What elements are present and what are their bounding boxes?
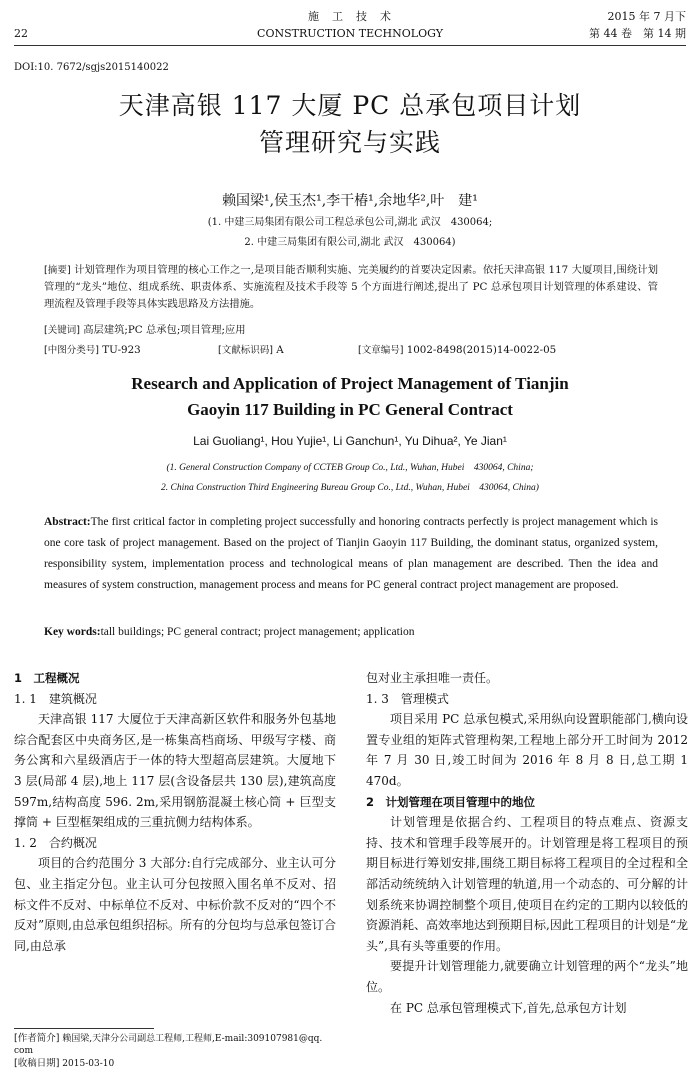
keywords-cn-label: [关键词] [44,325,80,336]
authors-cn: 赖国梁¹,侯玉杰¹,李干椿¹,余地华²,叶 建¹ [222,193,478,209]
journal-name-en: CONSTRUCTION TECHNOLOGY [257,27,443,40]
received-date-text: 2015-03-10 [62,1059,115,1069]
paragraph-1-1: 天津高银 117 大厦位于天津高新区软件和服务外包基地综合配套区中央商务区,是一栋集高档商场、甲级写字楼、商务公寓和六星级酒店于一体的特大型超高层建筑。大厦地下 3 层(局部 4 层),地上 117 层(含设备层共 130 层),建筑高度 597m,结构高度 596. 2m,采用钢筋混凝土核心筒 + 巨型支撑筒 + 巨型框架组成的三重抗侧力结构体系。 [14,712,336,830]
journal-name-cn: 施 工 技 术 [308,10,392,23]
title-en-line2: Gaoyin 117 Building in PC General Contract [187,400,513,419]
section-heading-2: 2 计划管理在项目管理中的地位 [366,794,535,809]
abstract-en: Abstract:The first critical factor in completing project successfully and honoring contracts perfectly is project management which is one core task of project management. Based on the project of Tianjin Gaoyin 117 Building, the dominant status, organized system, responsibility system, implementation process and technological means of plan management are described. Then the idea and measures of system construction, management process and means for PC general contract project management are proposed. [44,516,658,591]
left-column [14,668,336,956]
author-bio-text: 赖国梁,天津分公司副总工程师,工程师,E-mail:309107981@qq. com [14,1034,323,1056]
paragraph-1-2-continued: 包对业主承担唯一责任。 [366,671,499,685]
author-bio-label: [作者简介] [14,1033,60,1044]
keywords-en-label: Key words [44,626,97,638]
section-heading-1-2: 1. 2 合约概况 [14,835,97,850]
section-heading-1-1: 1. 1 建筑概况 [14,691,97,706]
section-heading-1-3: 1. 3 管理模式 [366,691,449,706]
keywords-en-text: tall buildings; PC general contract; project management; application [100,626,415,638]
received-date [14,1058,336,1070]
header-rule [14,45,686,46]
paragraph-2a: 计划管理是依据合约、工程项目的特点难点、资源支持、技术和管理手段等展开的。计划管理是将工程项目的预期目标进行筹划安排,围绕工期目标将工程项目的全过程和全部活动统统纳入计划管理的轨道,用一个动态的、可分解的计划系统来协调控制整个项目,使项目在约定的工期内以较低的资源消耗、高效率地达到预期目标,因此工程项目的计划是“龙头”,具有头等重要的作用。 [366,815,688,953]
affiliation-cn-2: 2. 中建三局集团有限公司,湖北 武汉 430064) [244,237,456,248]
clc-label: [中图分类号] [44,345,99,356]
section-heading-1: 1 工程概况 [14,671,80,685]
doi: DOI:10. 7672/sgjs2015140022 [14,62,169,73]
affiliation-en-1: (1. General Construction Company of CCTEB Group Co., Ltd., Wuhan, Hubei 430064, China; [166,463,534,473]
author-bio [14,1033,336,1057]
doc-code-label: [文献标识码] [218,345,273,356]
keywords-cn-text: 高层建筑;PC 总承包;项目管理;应用 [83,324,246,336]
title-en-line1: Research and Application of Project Management of Tianjin [131,374,569,393]
paragraph-1-2: 项目的合约范围分 3 大部分:自行完成部分、业主认可分包、业主指定分包。业主认可分包按照入围名单不反对、招标文件不反对、中标单位不反对、中标价款不反对的“四个不反对”原则,由总承包组织招标。所有的分包均与总承包签订合同,由总承 [14,856,336,953]
article-no-value: 1002-8498(2015)14-0022-05 [406,344,557,356]
keywords-en: Key words:tall buildings; PC general contract; project management; application [44,626,415,638]
right-column [366,668,688,1018]
affiliation-cn-1: (1. 中建三局集团有限公司工程总承包公司,湖北 武汉 430064; [207,217,493,228]
authors-en: Lai Guoliang¹, Hou Yujie¹, Li Ganchun¹, Yu Dihua², Ye Jian¹ [193,434,507,448]
document-code [218,342,284,359]
doc-code-value: A [276,344,284,356]
abstract-en-text: The first critical factor in completing project successfully and honoring contracts perfectly is project management which is one core task of project management. Based on the project of Tianjin Gaoyin 117 Building, the dominant status, organized system, responsibility system, implementation process and technological means of plan management are described. Then the idea and measures of system construction, management process and means for PC general contract project management are proposed. [44,516,658,591]
footnote-rule [14,1028,154,1029]
keywords-cn [44,322,658,339]
abstract-cn [44,262,658,313]
article-number [358,342,556,359]
abstract-en-label: Abstract [44,516,87,528]
paragraph-1-3: 项目采用 PC 总承包模式,采用纵向设置职能部门,横向设置专业组的矩阵式管理构架,工程地上部分开工时间为 2012 年 7 月 30 日,竣工时间为 2016 年 8 月 8 日,总工期 1 470d。 [366,712,688,788]
volume-issue: 第 44 卷 第 14 期 [589,27,686,40]
clc-number [44,342,141,359]
title-cn-line2: 管理研究与实践 [258,128,441,157]
page-number: 22 [14,27,28,40]
clc-value: TU-923 [102,344,141,356]
paragraph-2c: 在 PC 总承包管理模式下,首先,总承包方计划 [390,1000,627,1015]
received-date-label: [收稿日期] [14,1058,60,1069]
title-cn-line1: 天津高银 117 大厦 PC 总承包项目计划 [118,91,582,120]
paragraph-2b: 要提升计划管理能力,就要确立计划管理的两个“龙头”地位。 [366,959,688,994]
article-no-label: [文章编号] [358,345,404,356]
abstract-cn-text: 计划管理作为项目管理的核心工作之一,是项目能否顺利实施、完美履约的首要决定因素。依托天津高银 117 大厦项目,围绕计划管理的“龙头”地位、组成系统、职责体系、实施流程及技术手段等 5 个方面进行阐述,提出了 PC 总承包项目计划管理的体系建设、管理流程及管理手段等具体实践思路及方法措施。 [44,264,658,310]
abstract-cn-label: [摘要] [44,265,71,276]
issue-date: 2015 年 7 月下 [607,10,686,23]
affiliation-en-2: 2. China Construction Third Engineering Bureau Group Co., Ltd., Wuhan, Hubei 430064, China) [161,483,539,493]
